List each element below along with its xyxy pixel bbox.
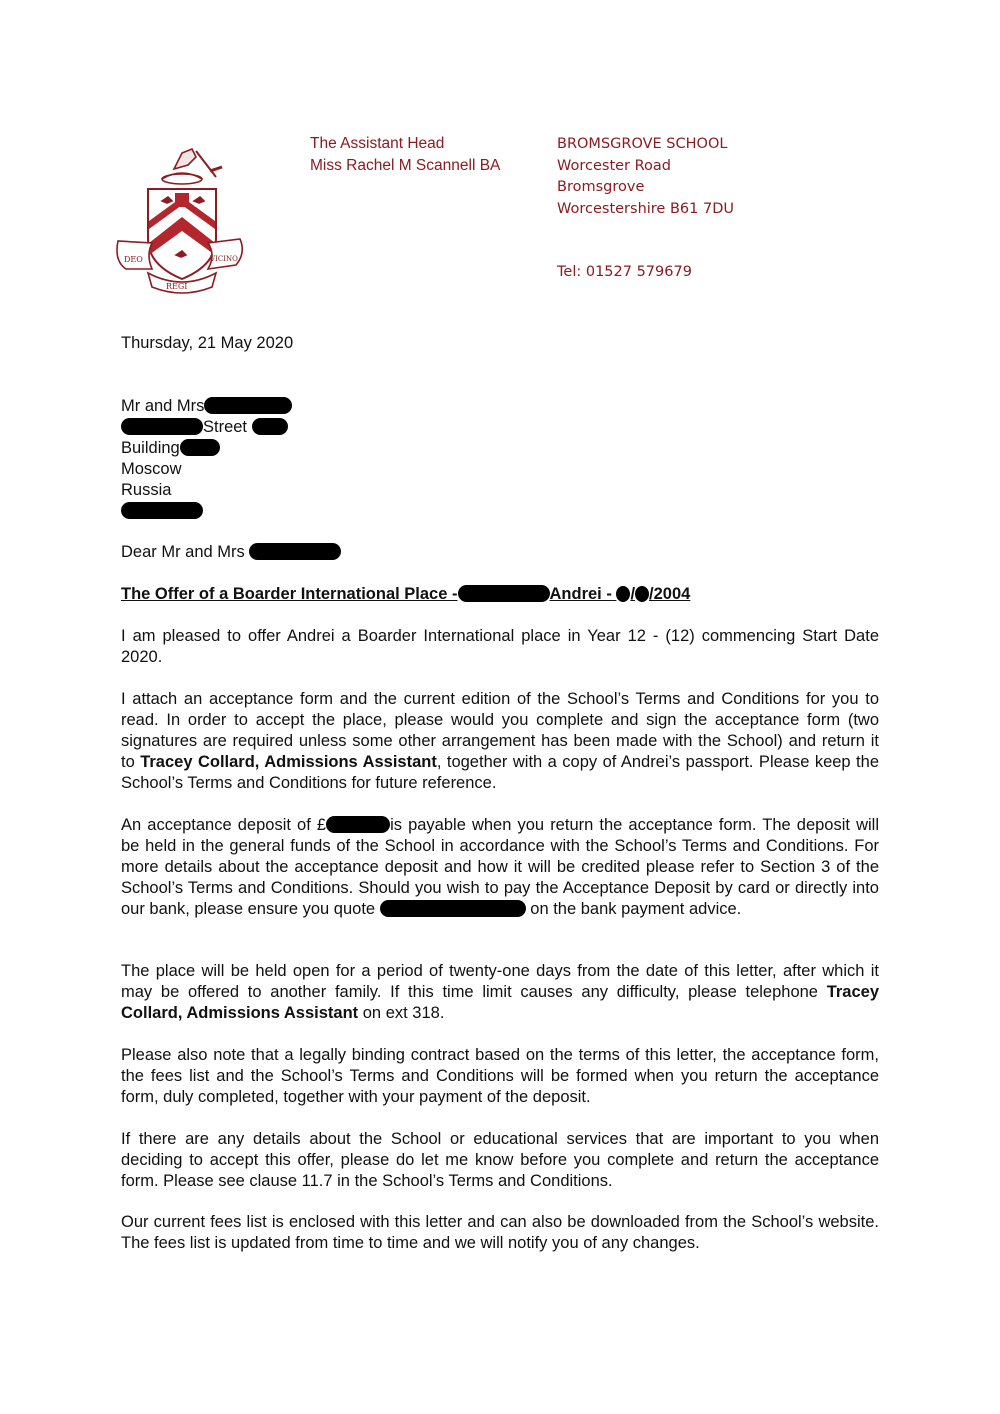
school-address-line2: Bromsgrove [557,179,645,195]
redaction-street [121,418,203,435]
school-address-line3: Worcestershire B61 7DU [557,200,734,217]
recipient-line2: Street [121,417,879,438]
motto-vicino: VICINO [210,255,238,263]
recipient-line3: Building [121,438,879,459]
school-address-line1: Worcester Road [557,157,672,174]
recipient-line4: Moscow [121,460,182,478]
paragraph-fees: Our current fees list is enclosed with this letter and can also be downloaded from the School’s website. The fees list is updated from time to time and we will notify you of any changes. [121,1213,879,1252]
redaction-salutation-name [249,543,341,560]
school-name: BROMSGROVE SCHOOL [557,136,728,152]
redaction-postcode [121,502,203,519]
redaction-deposit-amount [326,816,390,833]
letter-subject: The Offer of a Boarder International Place - Andrei - / /2004 [121,585,691,603]
recipient-address [121,396,879,522]
redaction-reference [380,900,526,917]
recipient-line6 [121,501,879,522]
redaction-dob-month [635,586,649,602]
sender-title: The Assistant Head [310,135,445,152]
school-crest-logo [112,137,248,299]
motto-regi: REGI [166,282,188,291]
redaction-building [180,439,220,456]
recipient-line1: Mr and Mrs [121,396,879,417]
paragraph-acceptance-form: I attach an acceptance form and the current edition of the School’s Terms and Conditions for you to read. In order to accept the place, please would you complete and sign the acceptance form (two signatures are required unless some other arrangement has been made with the School) and return it to Tracey Collard, Admissions Assistant, together with a copy of Andrei’s passport. Please keep the School’s Terms and Conditions for future reference. [121,690,879,792]
school-address-block [557,134,734,220]
recipient-line5: Russia [121,481,172,499]
redaction-house [252,418,288,435]
redaction-dob-day [616,586,630,602]
redaction-surname [204,397,292,414]
sender-name: Miss Rachel M Scannell BA [310,156,501,174]
redaction-subject-surname [458,585,550,602]
motto-deo: DEO [124,255,143,264]
salutation: Dear Mr and Mrs [121,542,879,563]
paragraph-details: If there are any details about the School or educational services that are important to you when deciding to accept this offer, please do let me know before you complete and return the acceptance form. Please see clause 11.7 in the School’s Terms and Conditions. [121,1130,879,1190]
school-telephone: Tel: 01527 579679 [557,264,692,280]
paragraph-contract: Please also note that a legally binding contract based on the terms of this letter, the acceptance form, the fees list and the School’s Terms and Conditions will be formed when you return the acceptance form, duly completed, together with your payment of the deposit. [121,1046,879,1106]
paragraph-place-held: The place will be held open for a period of twenty-one days from the date of this letter, after which it may be offered to another family. If this time limit causes any difficulty, please telephone Tracey Collard, Admissions Assistant on ext 318. [121,962,879,1022]
letter-date: Thursday, 21 May 2020 [121,334,294,352]
sender-block [310,133,500,176]
paragraph-deposit: An acceptance deposit of £ is payable when you return the acceptance form. The deposit will be held in the general funds of the School in accordance with the School’s Terms and Conditions. For more details about the acceptance deposit and how it will be credited please refer to Section 3 of the School’s Terms and Conditions. Should you wish to pay the Acceptance Deposit by card or directly into our bank, please ensure you quote on the bank payment advice. [121,816,879,918]
paragraph-offer: I am pleased to offer Andrei a Boarder International place in Year 12 - (12) commencing Start Date 2020. [121,627,879,666]
